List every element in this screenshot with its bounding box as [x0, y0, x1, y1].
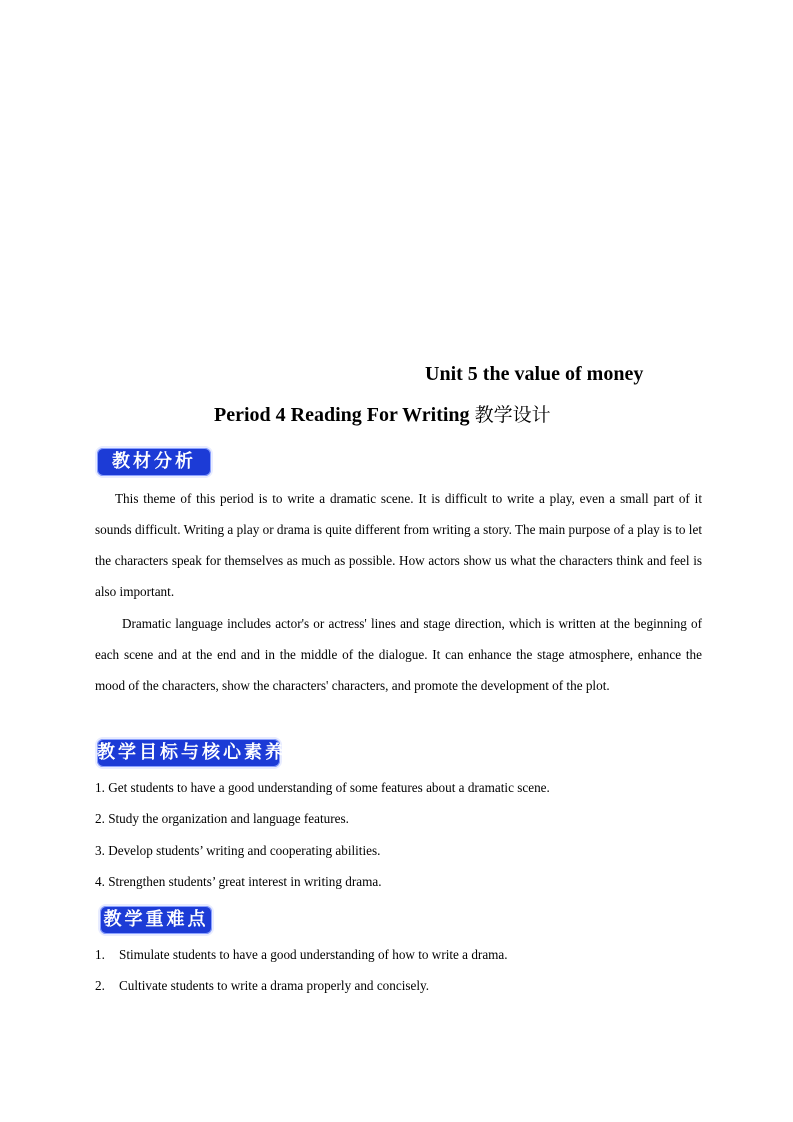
section-heading-key-points: 教学重难点 [100, 906, 212, 934]
section-heading-analysis: 教材分析 [97, 448, 211, 476]
objective-item: 3. Develop students’ writing and cooperating abilities. [95, 843, 381, 858]
unit-title: Unit 5 the value of money [425, 363, 644, 385]
analysis-paragraph-1: This theme of this period is to write a dramatic scene. It is difficult to write a play, even a small part of it sounds difficult. Writing a play or drama is quite different from writing a story. The main purpose of a play is to let the characters speak for themselves as much as possible. How actors show us what the characters think and feel is also important. [95, 491, 702, 599]
key-point-item [95, 978, 429, 994]
key-point-text: Stimulate students to have a good understanding of how to write a drama. [119, 947, 508, 962]
period-title-en: Period 4 Reading For Writing [214, 404, 475, 426]
key-point-item [95, 947, 508, 963]
objective-item: 1. Get students to have a good understanding of some features about a dramatic scene. [95, 780, 550, 795]
key-point-number: 2. [95, 978, 105, 993]
period-title-cn: 教学设计 [474, 404, 551, 426]
key-point-text: Cultivate students to write a drama properly and concisely. [119, 978, 430, 993]
period-title [214, 400, 551, 427]
key-point-number: 1. [95, 947, 105, 962]
analysis-paragraph-2: Dramatic language includes actor's or actress' lines and stage direction, which is written at the beginning of each scene and at the end and in the middle of the dialogue. It can enhance the stage atmosphere, enhance the mood of the characters, show the characters' characters, and promote the development of the plot. [95, 616, 702, 693]
section-heading-objectives: 教学目标与核心素养 [97, 739, 280, 767]
objective-item: 2. Study the organization and language features. [95, 811, 349, 826]
objective-item: 4. Strengthen students’ great interest in writing drama. [95, 874, 382, 889]
